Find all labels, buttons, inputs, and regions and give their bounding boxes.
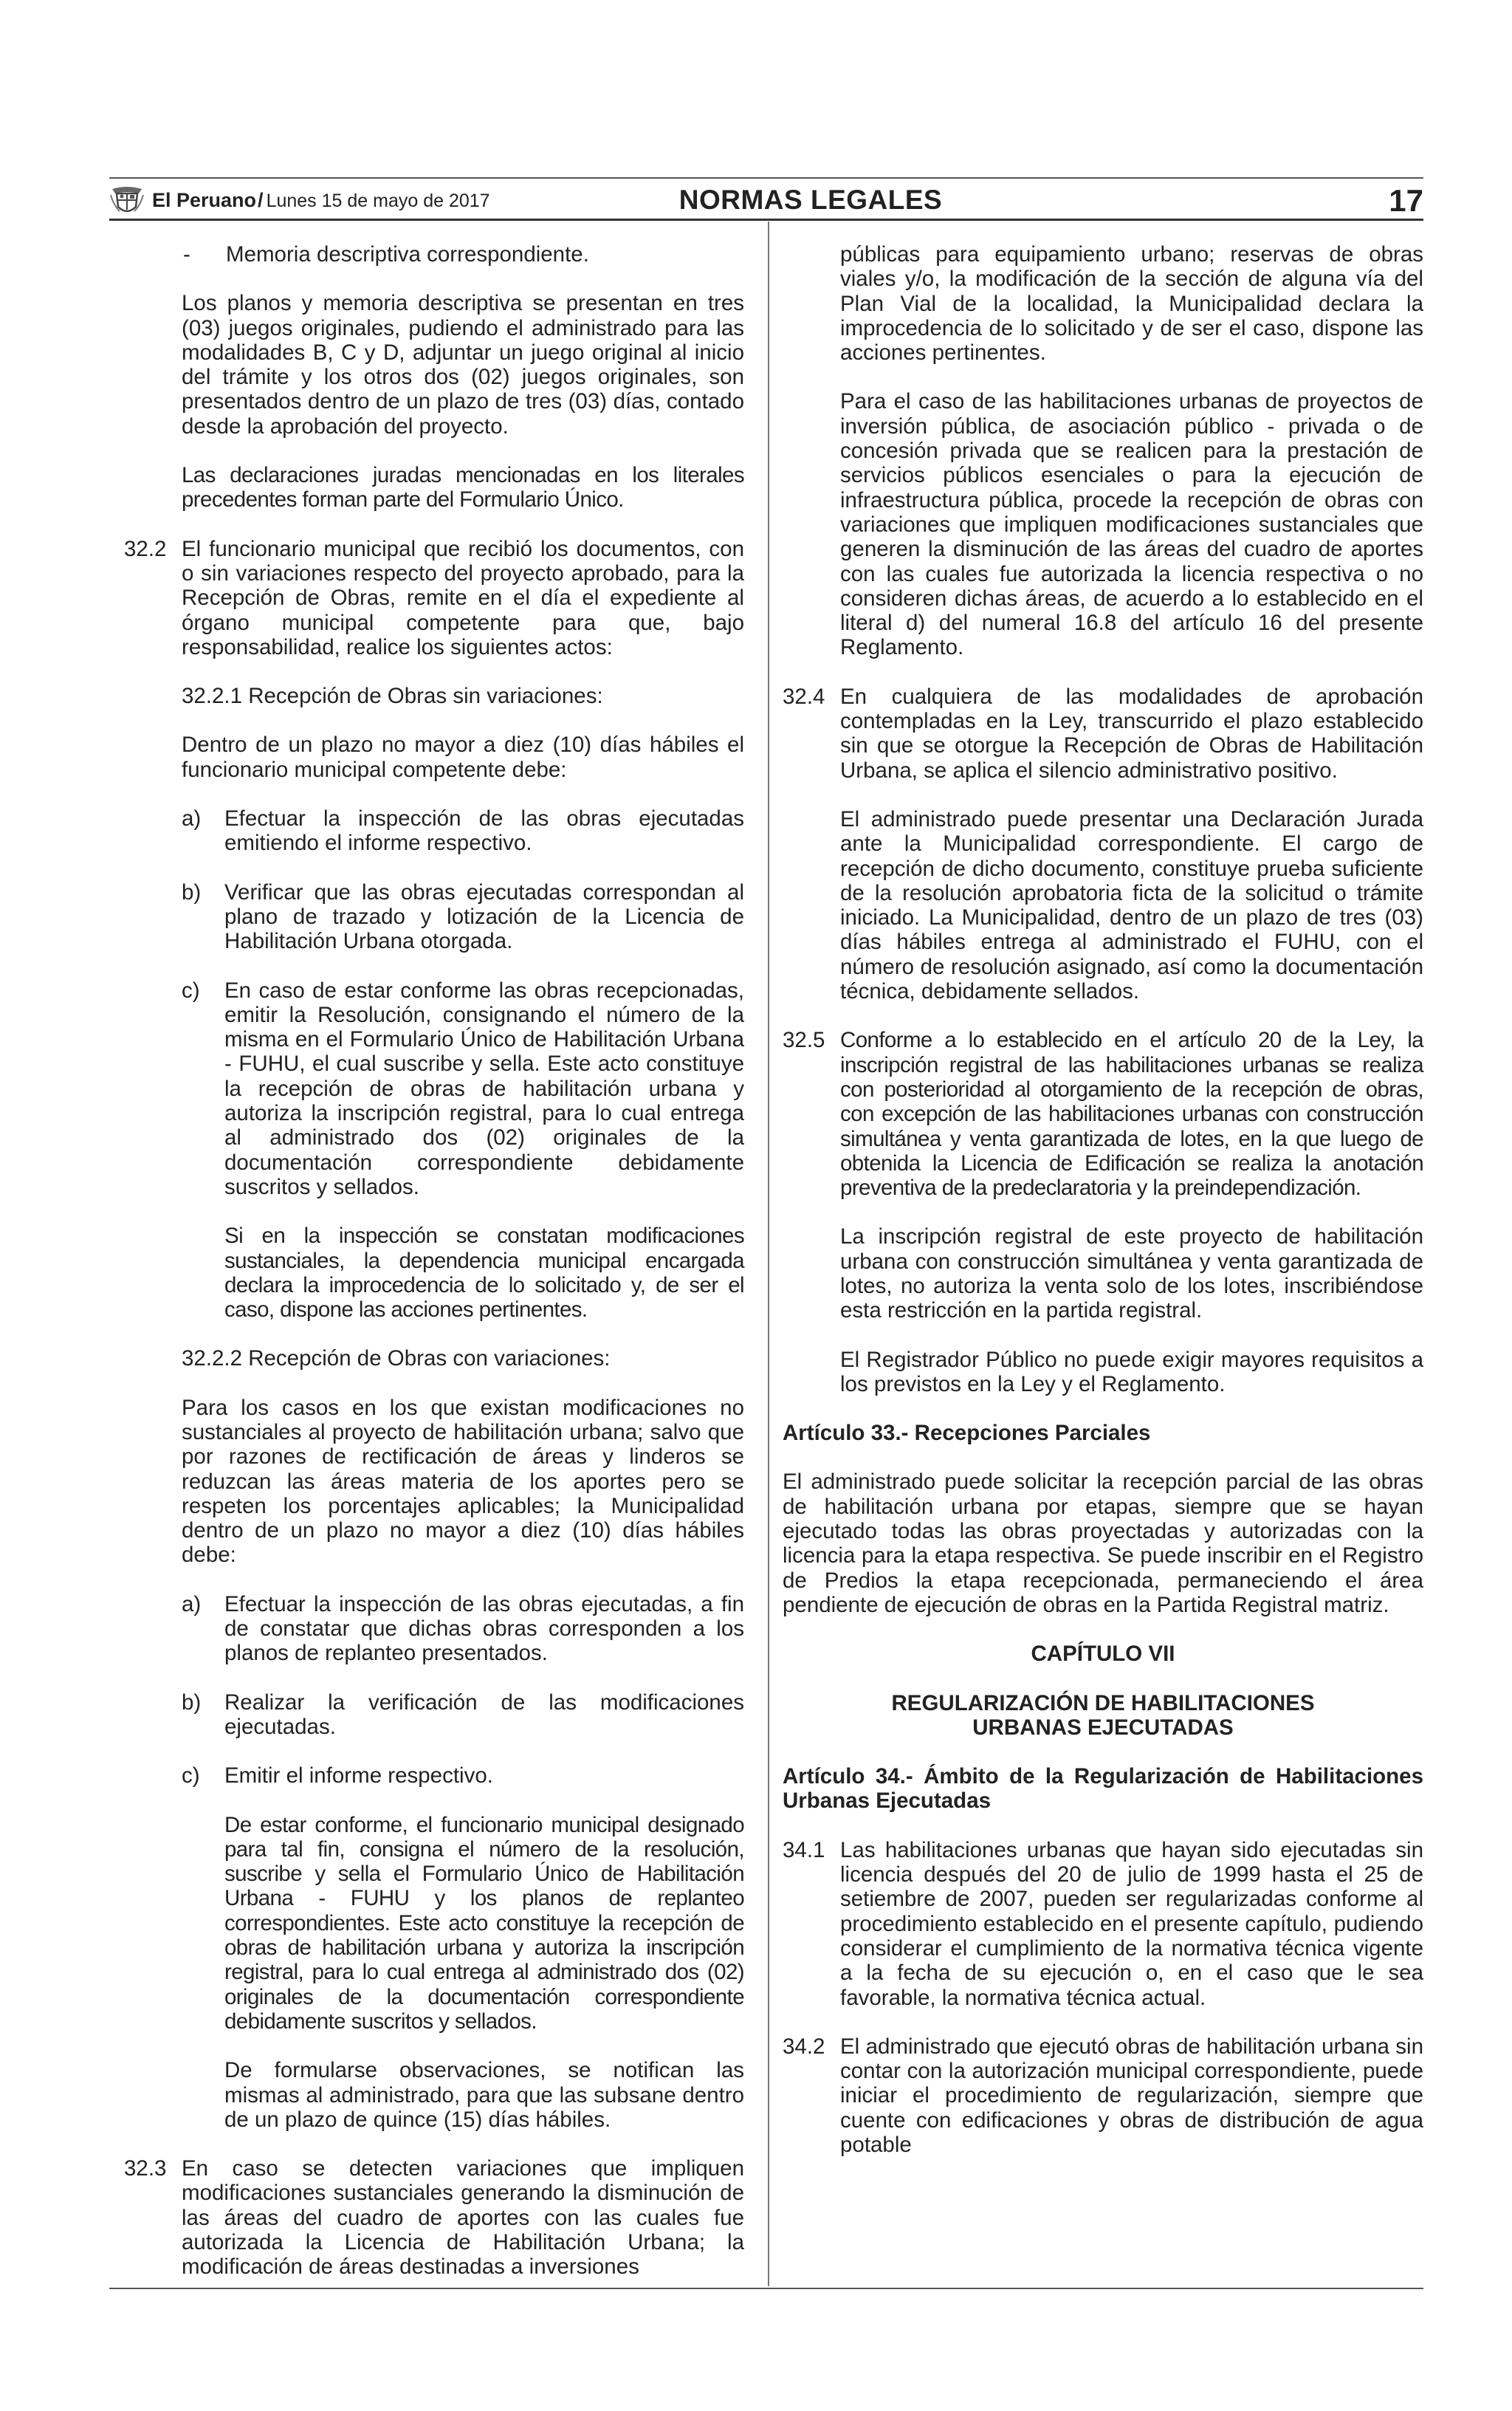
- numbered-clause: [783, 2034, 1423, 2157]
- clause-text: En cualquiera de las modalidades de aprobación contempladas en la Ley, transcurrido el plazo establecido sin que se otorgue la Recepción de Obras de Habilitación Urbana, se aplica el silencio administrativo positivo.: [840, 684, 1423, 783]
- list-item: [182, 1592, 744, 1666]
- paragraph: De estar conforme, el funcionario municipal designado para tal fin, consigna el número de la resolución, suscribe y sella el Formulario Único de Habilitación Urbana - FUHU y los planos de replanteo correspondientes. Este acto constituye la recepción de obras de habilitación urbana y autoriza la inscripción registral, para lo cual entrega al administrado dos (02) originales de la documentación correspondiente debidamente suscritos y sellados.: [224, 1812, 744, 2034]
- header-bottom-rule: [109, 219, 1423, 221]
- paragraph: De formularse observaciones, se notifican las mismas al administrado, para que las subsane dentro de un plazo de quince (15) días hábiles.: [224, 2058, 744, 2132]
- numbered-clause: [124, 2156, 744, 2279]
- clause-number: 32.3: [124, 2156, 167, 2181]
- numbered-clause: [783, 685, 1423, 783]
- publication-name: El Peruano: [152, 189, 257, 211]
- list-marker: a): [182, 1591, 202, 1616]
- right-column: [783, 242, 1423, 2181]
- clause-text: Las habilitaciones urbanas que hayan sido ejecutadas sin licencia después del 20 de julio de 1999 hasta el 25 de setiembre de 2007, pueden ser regularizadas conforme al procedimiento establecido en el presente capítulo, pudiendo considerar el cumplimiento de la normativa técnica vigente a la fecha de su ejecución o, en el caso que le sea favorable, la normativa técnica actual.: [840, 1837, 1423, 2010]
- column-separator: [768, 222, 769, 2286]
- list-marker: b): [182, 879, 202, 905]
- section-title: NORMAS LEGALES: [678, 185, 943, 215]
- list-marker: a): [182, 806, 202, 831]
- clause-number: 34.2: [783, 2034, 825, 2059]
- list-item: [182, 1690, 744, 1740]
- subheading: 32.2.2 Recepción de Obras con variaciones:: [182, 1346, 611, 1371]
- list-marker: c): [182, 1763, 200, 1788]
- peru-coat-of-arms-icon: [109, 185, 145, 216]
- list-item-text: Verificar que las obras ejecutadas correspondan al plano de trazado y lotización de la Licencia de Habilitación Urbana otorgada.: [224, 879, 744, 954]
- clause-text: En caso se detecten variaciones que impliquen modificaciones sustanciales generando la disminución de las áreas del cuadro de aportes con las cuales fue autorizada la Licencia de Habilitación Urbana; la modificación de áreas destinadas a inversiones: [182, 2156, 744, 2280]
- list-marker: -: [183, 242, 190, 267]
- numbered-clause: [124, 537, 744, 659]
- clause-number: 32.4: [783, 684, 825, 709]
- paragraph: Para los casos en los que existan modificaciones no sustanciales al proyecto de habilitación urbana; salvo que por razones de rectificación de áreas y linderos se reduzcan las áreas materia de los aportes pero se respeten los porcentajes aplicables; la Municipalidad dentro de un plazo no mayor a diez (10) días hábiles debe:: [182, 1395, 744, 1568]
- publication-line: El Peruano/ Lunes 15 de mayo de 2017: [152, 189, 490, 211]
- chapter-subtitle: REGULARIZACIÓN DE HABILITACIONES URBANAS EJECUTADAS: [891, 1690, 1315, 1740]
- paragraph: Los planos y memoria descriptiva se presentan en tres (03) juegos originales, pudiendo el administrado para las modalidades B, C y D, adjuntar un juego original al inicio del trámite y los otros dos (02) juegos originales, son presentados dentro de un plazo de tres (03) días, contado desde la aprobación del proyecto.: [182, 291, 744, 439]
- list-item-text: Efectuar la inspección de las obras ejecutadas, a fin de constatar que dichas obras corresponden a los planos de replanteo presentados.: [224, 1591, 744, 1666]
- list-item-text: En caso de estar conforme las obras recepcionadas, emitir la Resolución, consignando el número de la misma en el Formulario Único de Habilitación Urbana - FUHU, el cual suscribe y sella. Este acto constituye la recepción de obras de habilitación urbana y autoriza la inscripción registral, para lo cual entrega al administrado dos (02) originales de la documentación correspondiente debidamente suscritos y sellados.: [224, 978, 744, 1199]
- footer-rule: [109, 2288, 1423, 2289]
- subheading: 32.2.1 Recepción de Obras sin variaciones:: [182, 684, 603, 709]
- paragraph: El administrado puede presentar una Declaración Jurada ante la Municipalidad correspondiente. El cargo de recepción de dicho documento, constituye prueba suficiente de la resolución aprobatoria ficta de la solicitud o trámite iniciado. La Municipalidad, dentro de un plazo de tres (03) días hábiles entrega al administrado el FUHU, con el número de resolución asignado, así como la documentación técnica, debidamente sellados.: [840, 806, 1423, 1004]
- clause-text: Conforme a lo establecido en el artículo 20 de la Ley, la inscripción registral de las habilitaciones urbanas se realiza con posterioridad al otorgamiento de la recepción de obras, con excepción de las habilitaciones urbanas con construcción simultánea y venta garantizada de lotes, en la que luego de obtenida la Licencia de Edificación se realiza la anotación preventiva de la predeclaratoria y la preindependización.: [840, 1028, 1423, 1201]
- page-header: [109, 183, 1423, 217]
- list-item-text: Efectuar la inspección de las obras ejecutadas emitiendo el informe respectivo.: [224, 806, 744, 856]
- header-top-rule: [109, 177, 1423, 179]
- numbered-clause: [783, 1838, 1423, 2010]
- list-item-text: Emitir el informe respectivo.: [224, 1763, 493, 1788]
- article-heading: Artículo 34.- Ámbito de la Regularización de Habilitaciones Urbanas Ejecutadas: [783, 1764, 1423, 1814]
- paragraph: Para el caso de las habilitaciones urbanas de proyectos de inversión pública, de asociación público - privada o de concesión privada que se realicen para la prestación de servicios públicos esenciales o para la ejecución de infraestructura pública, procede la recepción de obras con variaciones que impliquen modificaciones sustanciales que generen la disminución de las áreas del cuadro de aportes con las cuales fue autorizada la licencia respectiva o no consideren dichas áreas, de acuerdo a lo establecido en el literal d) del numeral 16.8 del artículo 16 del presente Reglamento.: [840, 389, 1423, 660]
- clause-number: 32.2: [124, 536, 167, 561]
- paragraph: El administrado puede solicitar la recepción parcial de las obras de habilitación urbana por etapas, siempre que se hayan ejecutado todas las obras proyectadas y autorizadas con la licencia para la etapa respectiva. Se puede inscribir en el Registro de Predios la etapa recepcionada, permaneciendo el área pendiente de ejecución de obras en la Partida Registral matriz.: [783, 1469, 1423, 1617]
- paragraph: Dentro de un plazo no mayor a diez (10) días hábiles el funcionario municipal competente debe:: [182, 733, 744, 782]
- list-item: [182, 880, 744, 954]
- list-item: [182, 806, 744, 856]
- list-item-text: Memoria descriptiva correspondiente.: [226, 242, 589, 267]
- clause-number: 34.1: [783, 1837, 825, 1862]
- paragraph: La inscripción registral de este proyecto de habilitación urbana con construcción simultánea y venta garantizada de lotes, no autoriza la venta solo de los lotes, inscribiéndose esta restricción en la partida registral.: [840, 1224, 1423, 1323]
- list-item-text: Realizar la verificación de las modificaciones ejecutadas.: [224, 1690, 744, 1739]
- list-item: [182, 978, 744, 1200]
- numbered-clause: [783, 1028, 1423, 1200]
- paragraph: El Registrador Público no puede exigir mayores requisitos a los previstos en la Ley y el Reglamento.: [840, 1347, 1423, 1396]
- chapter-title: CAPÍTULO VII: [1031, 1642, 1175, 1667]
- page-number: 17: [1389, 183, 1423, 218]
- paragraph: Las declaraciones juradas mencionadas en los literales precedentes forman parte del Formulario Único.: [182, 463, 744, 512]
- list-marker: c): [182, 978, 200, 1003]
- left-column: [124, 242, 744, 2304]
- clause-number: 32.5: [783, 1028, 825, 1053]
- paragraph: públicas para equipamiento urbano; reservas de obras viales y/o, la modificación de la sección de alguna vía del Plan Vial de la localidad, la Municipalidad declara la improcedencia de lo solicitado y de ser el caso, dispone las acciones pertinentes.: [840, 242, 1423, 366]
- publication-date: Lunes 15 de mayo de 2017: [266, 191, 490, 211]
- list-item: [182, 1763, 744, 1788]
- article-heading: Artículo 33.- Recepciones Parciales: [783, 1421, 1151, 1446]
- clause-text: El funcionario municipal que recibió los documentos, con o sin variaciones respecto del proyecto aprobado, para la Recepción de Obras, remite en el día el expediente al órgano municipal competente para que, bajo responsabilidad, realice los siguientes actos:: [182, 536, 744, 659]
- list-item: [182, 242, 744, 267]
- paragraph: Si en la inspección se constatan modificaciones sustanciales, la dependencia municipal encargada declara la improcedencia de lo solicitado y, de ser el caso, dispone las acciones pertinentes.: [224, 1224, 744, 1323]
- clause-text: El administrado que ejecutó obras de habilitación urbana sin contar con la autorización municipal correspondiente, puede iniciar el procedimiento de regularización, siempre que cuente con edificaciones y obras de distribución de agua potable: [840, 2034, 1423, 2157]
- list-marker: b): [182, 1690, 202, 1715]
